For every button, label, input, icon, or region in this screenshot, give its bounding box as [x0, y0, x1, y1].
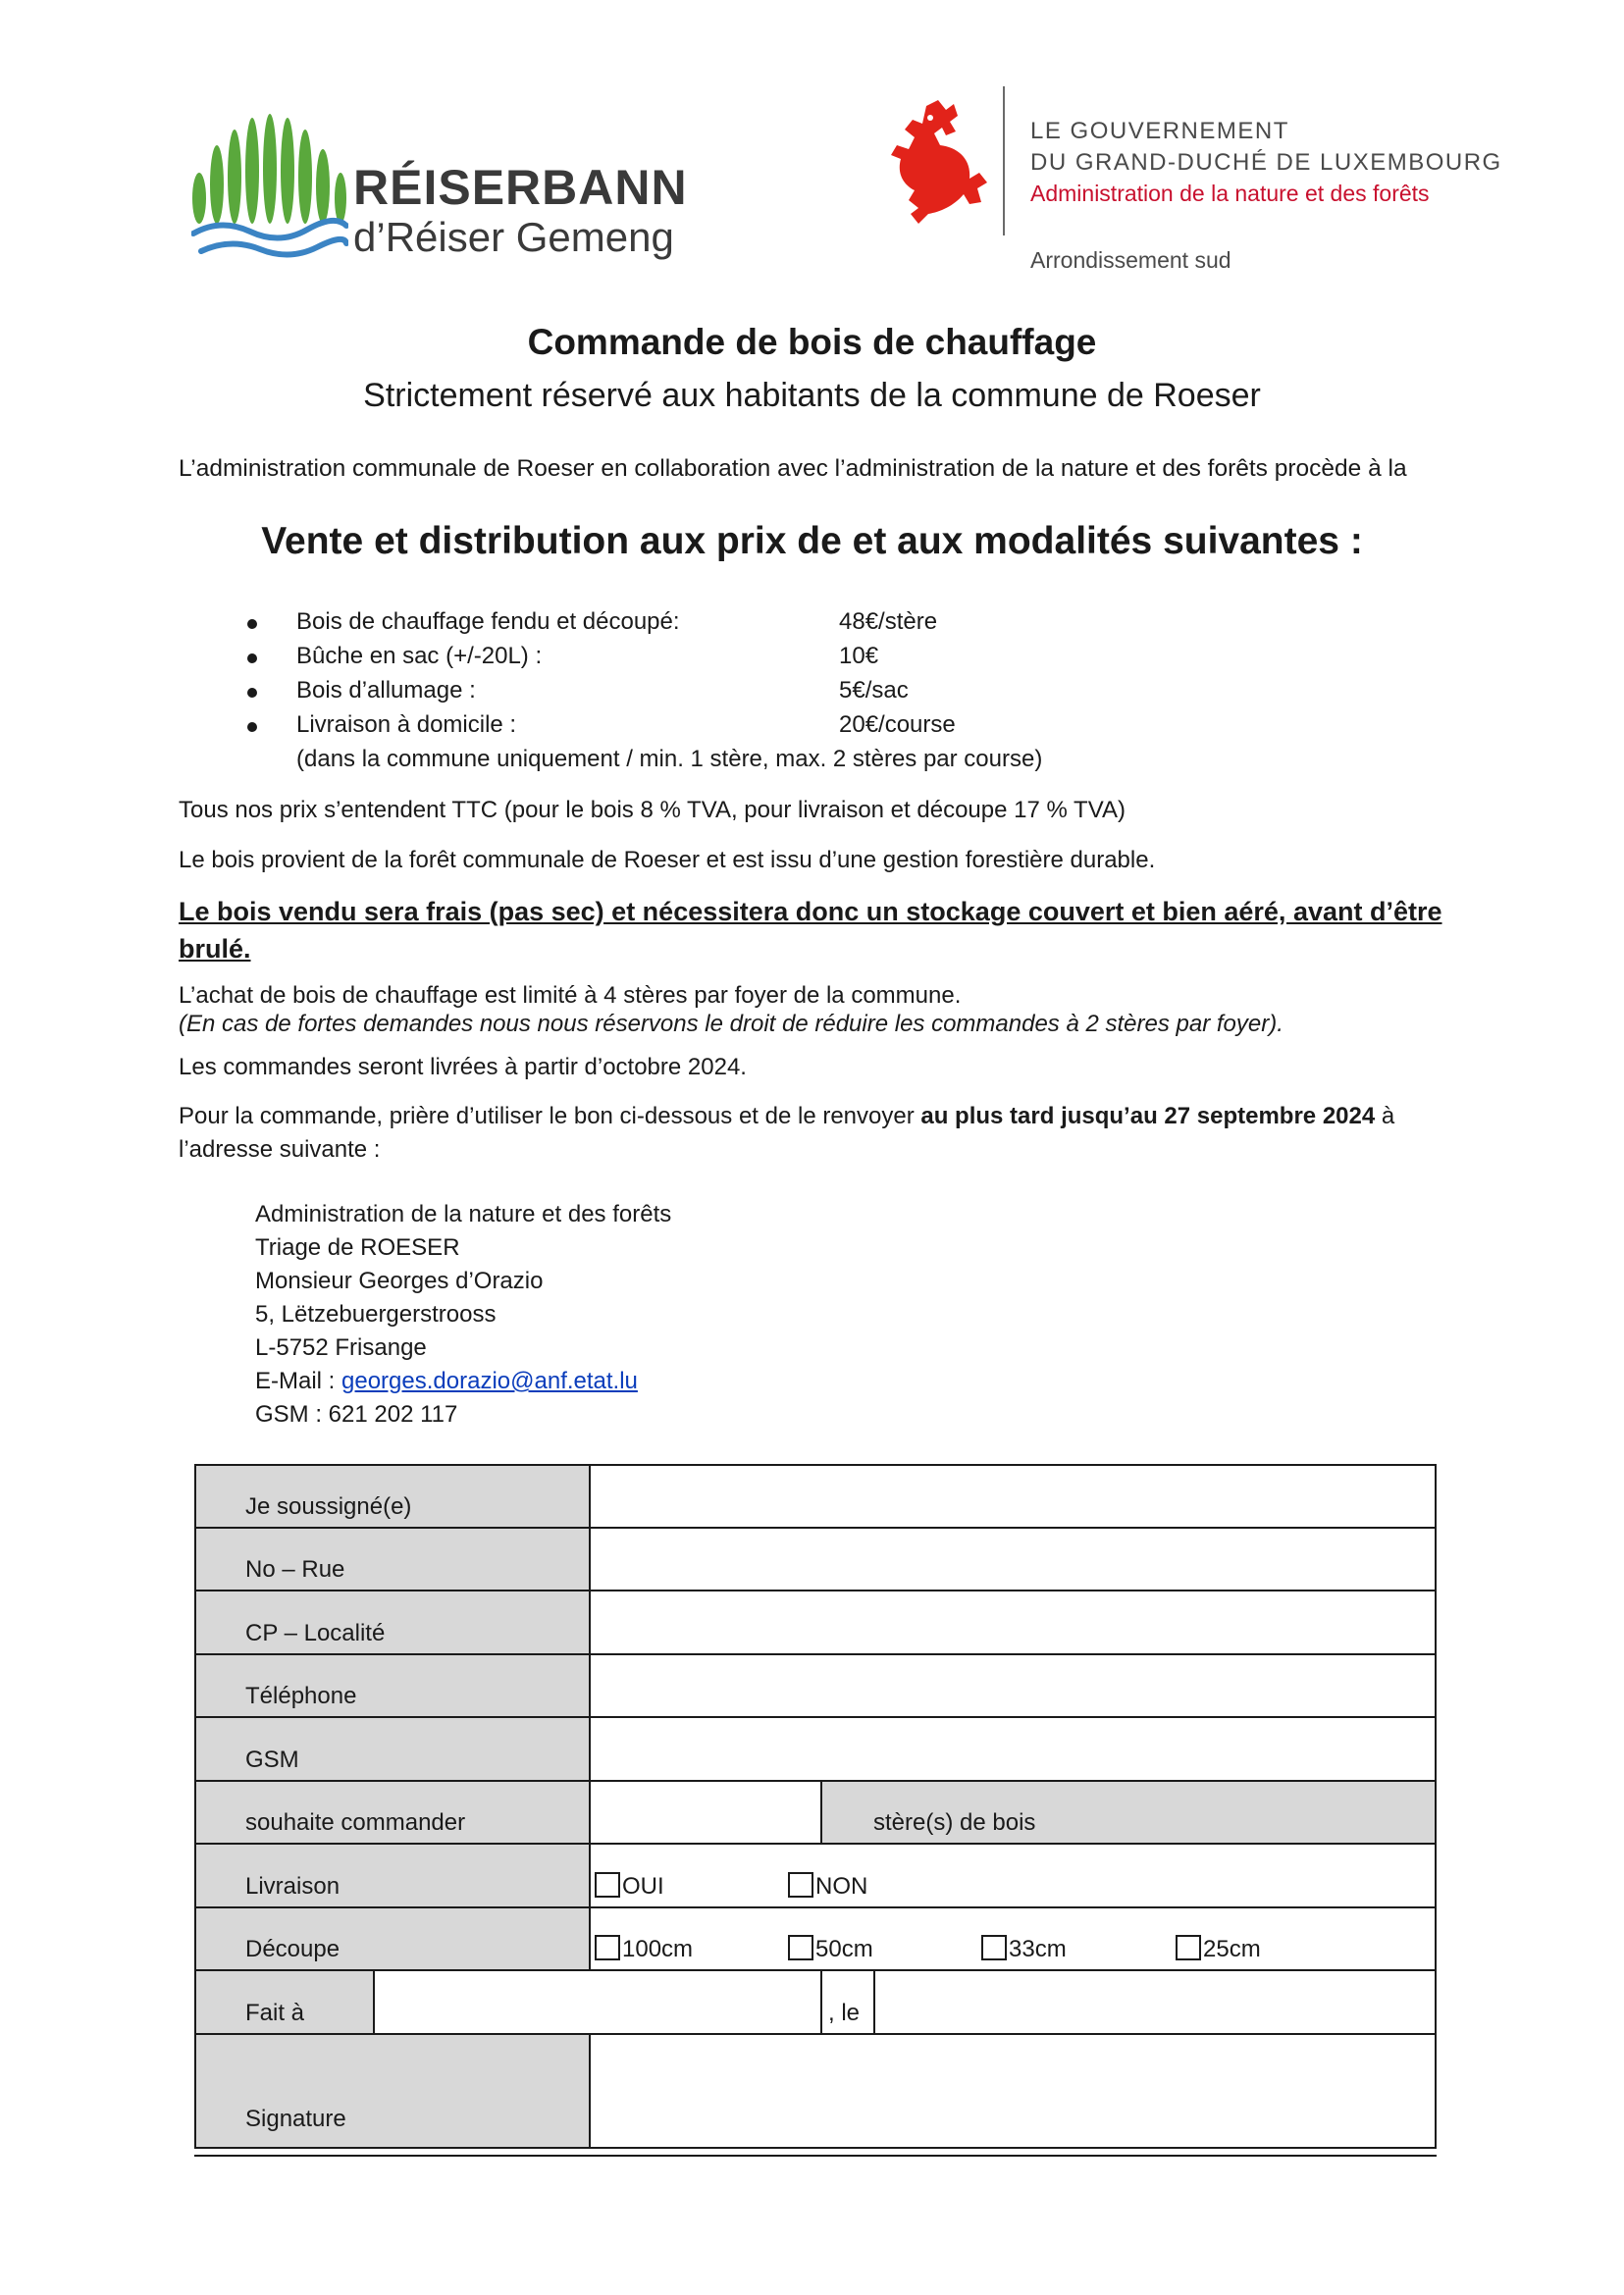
- date-label-cell: [822, 1971, 873, 2033]
- price-value: 5€/sac: [839, 677, 909, 704]
- price-item: Bois d’allumage :: [296, 677, 476, 704]
- order-unit-label: stère(s) de bois: [873, 1809, 1036, 1836]
- city-label: CP – Localité: [245, 1620, 386, 1646]
- street-field[interactable]: [591, 1529, 1435, 1590]
- intro-text: L’administration communale de Roeser en collaboration avec l’administration de la nature et des forêts procède à la: [179, 455, 1407, 482]
- delivery-note: Les commandes seront livrées à partir d’octobre 2024.: [179, 1054, 747, 1080]
- email-link[interactable]: georges.dorazio@anf.etat.lu: [341, 1368, 638, 1394]
- tva-note: Tous nos prix s’entendent TTC (pour le bois 8 % TVA, pour livraison et découpe 17 % TVA): [179, 797, 1126, 823]
- divider: [589, 1908, 591, 1969]
- label-cell: [196, 1845, 589, 1906]
- label-cell: [196, 1591, 589, 1653]
- order-deadline: au plus tard jusqu’au 27 septembre 2024: [920, 1103, 1376, 1129]
- delivery-no-option[interactable]: [788, 1872, 867, 1901]
- date-label: , le: [828, 2000, 861, 2026]
- order-instructions: [179, 1103, 1394, 1130]
- logo-subtitle: d’Réiser Gemeng: [353, 214, 674, 260]
- label-cell: [196, 1971, 373, 2033]
- cut-option-25[interactable]: [1176, 1935, 1261, 1963]
- label-cell: [196, 1529, 589, 1590]
- delivery-label: Livraison: [245, 1873, 341, 1900]
- label-cell: [196, 1908, 589, 1969]
- delivery-yes-option[interactable]: [595, 1872, 664, 1901]
- date-field[interactable]: [875, 1971, 1435, 2033]
- limit-note: L’achat de bois de chauffage est limité à 4 stères par foyer de la commune.: [179, 982, 962, 1009]
- administration-name: Administration de la nature et des forêts: [1030, 181, 1430, 206]
- bullet-icon: [247, 619, 257, 629]
- cut-option-label: 33cm: [1009, 1936, 1067, 1962]
- phone-label: Téléphone: [245, 1683, 357, 1709]
- address-line: Triage de ROESER: [255, 1234, 460, 1261]
- checkbox-icon[interactable]: [788, 1935, 813, 1960]
- page-title: Commande de bois de chauffage: [527, 322, 1097, 362]
- address-line: Administration de la nature et des forêts: [255, 1201, 672, 1227]
- label-cell: [196, 1466, 589, 1527]
- order-text: Pour la commande, prière d’utiliser le bon ci-dessous et de le renvoyer: [179, 1103, 921, 1129]
- cut-option-label: 100cm: [622, 1936, 694, 1962]
- form-row-phone: [196, 1655, 1435, 1718]
- place-label: Fait à: [245, 2000, 305, 2026]
- label-cell: [822, 1782, 1435, 1843]
- form-row-name: [196, 1466, 1435, 1529]
- origin-note: Le bois provient de la forêt communale de Roeser et est issu d’une gestion forestière durable.: [179, 847, 1156, 873]
- price-value: 10€: [839, 643, 879, 669]
- bullet-icon: [247, 653, 257, 663]
- name-label: Je soussigné(e): [245, 1493, 412, 1520]
- delivery-no-label: NON: [815, 1873, 868, 1900]
- cut-option-50[interactable]: [788, 1935, 873, 1963]
- checkbox-icon[interactable]: [595, 1935, 620, 1960]
- label-cell: [196, 2035, 589, 2147]
- checkbox-icon[interactable]: [981, 1935, 1007, 1960]
- email-label: E-Mail :: [255, 1368, 342, 1394]
- warning-line-1: Le bois vendu sera frais (pas sec) et nécessitera donc un stockage couvert et bien aéré, avant d’être: [179, 897, 1442, 926]
- phone-field[interactable]: [591, 1655, 1435, 1716]
- arrondissement: Arrondissement sud: [1030, 247, 1231, 273]
- gsm-label: GSM: [245, 1747, 299, 1773]
- gsm-field[interactable]: [591, 1718, 1435, 1780]
- order-instructions-line-2: l’adresse suivante :: [179, 1136, 381, 1163]
- form-row-order: [196, 1782, 1435, 1845]
- bottom-rule: [194, 2155, 1437, 2157]
- limit-note-italic: (En cas de fortes demandes nous nous réservons le droit de réduire les commandes à 2 stères par foyer).: [179, 1011, 1283, 1037]
- cut-option-100[interactable]: [595, 1935, 693, 1963]
- page-subtitle: Strictement réservé aux habitants de la commune de Roeser: [363, 377, 1261, 414]
- email-line: [255, 1368, 638, 1395]
- address-line: 5, Lëtzebuergerstrooss: [255, 1301, 497, 1328]
- price-note: (dans la commune uniquement / min. 1 stère, max. 2 stères par course): [296, 746, 1043, 772]
- red-lion-icon: [885, 98, 993, 226]
- order-form: [194, 1464, 1437, 2149]
- form-row-delivery: [196, 1845, 1435, 1908]
- bullet-icon: [247, 688, 257, 698]
- government-line-2: DU GRAND-DUCHÉ DE LUXEMBOURG: [1030, 149, 1502, 176]
- quantity-field[interactable]: [591, 1782, 820, 1843]
- address-line: Monsieur Georges d’Orazio: [255, 1268, 544, 1294]
- warning-line-2: brulé.: [179, 934, 251, 964]
- checkbox-icon[interactable]: [595, 1872, 620, 1898]
- order-label: souhaite commander: [245, 1809, 466, 1836]
- bullet-icon: [247, 722, 257, 732]
- cut-option-label: 50cm: [815, 1936, 873, 1962]
- price-value: 48€/stère: [839, 608, 938, 635]
- form-row-signature: [196, 2035, 1435, 2147]
- name-field[interactable]: [591, 1466, 1435, 1527]
- label-cell: [196, 1655, 589, 1716]
- label-cell: [196, 1718, 589, 1780]
- gsm-line: GSM : 621 202 117: [255, 1401, 458, 1428]
- signature-label: Signature: [245, 2106, 346, 2132]
- order-text-end: à: [1375, 1103, 1395, 1129]
- form-row-gsm: [196, 1718, 1435, 1782]
- logo-title: RÉISERBANN: [353, 160, 688, 215]
- place-field[interactable]: [375, 1971, 820, 2033]
- price-item: Livraison à domicile :: [296, 711, 517, 738]
- city-field[interactable]: [591, 1591, 1435, 1653]
- logo-divider: [1003, 86, 1005, 235]
- cut-option-label: 25cm: [1203, 1936, 1261, 1962]
- checkbox-icon[interactable]: [788, 1872, 813, 1898]
- form-row-cut: [196, 1908, 1435, 1971]
- cut-label: Découpe: [245, 1936, 341, 1962]
- address-line: L-5752 Frisange: [255, 1334, 427, 1361]
- label-cell: [196, 1782, 589, 1843]
- price-item: Bûche en sac (+/-20L) :: [296, 643, 543, 669]
- form-row-city: [196, 1591, 1435, 1655]
- divider: [589, 1845, 591, 1906]
- form-row-place-date: [196, 1971, 1435, 2035]
- price-item: Bois de chauffage fendu et découpé:: [296, 608, 680, 635]
- form-row-street: [196, 1529, 1435, 1591]
- cut-option-33[interactable]: [981, 1935, 1067, 1963]
- reiserbann-trees-icon: [191, 108, 348, 265]
- checkbox-icon[interactable]: [1176, 1935, 1201, 1960]
- street-label: No – Rue: [245, 1556, 345, 1583]
- signature-field[interactable]: [591, 2035, 1435, 2147]
- government-line-1: LE GOUVERNEMENT: [1030, 118, 1289, 144]
- reiserbann-logo: [191, 108, 688, 265]
- section-heading: Vente et distribution aux prix de et aux modalités suivantes :: [261, 520, 1363, 562]
- delivery-yes-label: OUI: [622, 1873, 664, 1900]
- government-logo: [883, 86, 1511, 283]
- price-value: 20€/course: [839, 711, 956, 738]
